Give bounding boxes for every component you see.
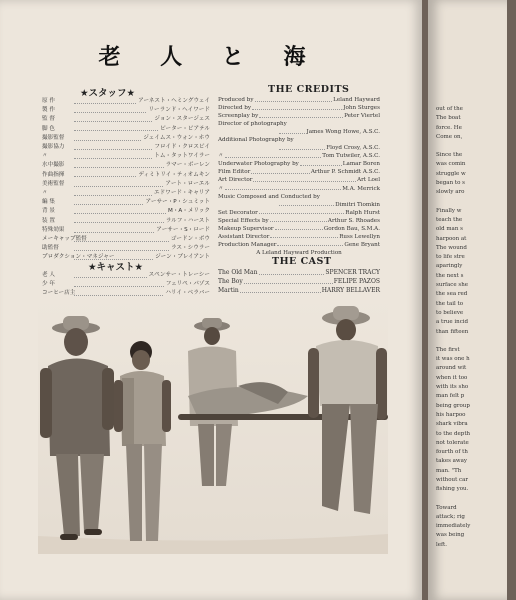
dot-leader	[253, 176, 356, 182]
dot-leader	[259, 209, 345, 215]
dot-leader	[74, 161, 164, 168]
credit-row	[42, 244, 210, 253]
credit-row	[218, 209, 380, 217]
credit-row	[218, 136, 380, 144]
text-line: Finally w	[436, 207, 462, 214]
dot-leader	[74, 235, 169, 242]
credit-role: 美術監督	[42, 180, 65, 187]
credit-role: 作曲指揮	[42, 171, 65, 178]
credit-role: 製 作	[42, 107, 55, 114]
credit-row	[218, 104, 380, 112]
credit-name: John Sturges	[343, 105, 380, 112]
dot-leader	[252, 104, 342, 110]
credit-row	[218, 185, 380, 193]
text-line: struggle w	[436, 170, 466, 177]
credit-name: Dimitri Tiomkin	[335, 201, 380, 208]
credit-row	[42, 189, 210, 198]
text-line: without car	[436, 476, 469, 483]
credit-row	[42, 97, 210, 106]
credit-name: M・A・メリック	[168, 208, 210, 215]
credit-name: ジェイムス・ウォン・ホウ	[143, 134, 210, 141]
credit-name: M.A. Merrick	[342, 185, 380, 192]
text-line: force. He	[436, 124, 462, 131]
credit-row	[42, 115, 210, 124]
credit-row	[218, 144, 380, 152]
text-line: with its sho	[436, 384, 469, 391]
dot-leader	[74, 143, 152, 150]
text-line: was comin	[436, 161, 466, 168]
text-line: Come on,	[436, 133, 463, 140]
text-line: old man s	[436, 226, 463, 233]
credit-role: 老 人	[42, 272, 55, 278]
dot-leader	[74, 125, 158, 132]
text-line: being group	[436, 402, 470, 409]
credit-role: 〃	[42, 153, 48, 160]
credit-row	[42, 152, 210, 161]
credit-row	[42, 134, 210, 143]
staff-list-jp	[42, 97, 210, 263]
paragraph-gap	[436, 198, 516, 207]
credit-role: 〃	[42, 190, 48, 197]
credit-name: ラマー・ボーレン	[165, 162, 210, 169]
text-line: slowly aro	[436, 189, 465, 196]
dot-leader	[240, 286, 321, 293]
credit-row	[218, 286, 380, 295]
text-line: fishing you.	[436, 486, 469, 493]
dot-leader	[251, 168, 310, 174]
text-line: fourth of th	[436, 449, 468, 456]
credit-name: Russ Lewellyn	[339, 233, 380, 240]
text-line: to believe	[436, 309, 464, 316]
dot-leader	[259, 268, 325, 275]
credit-role: Set Decorator	[218, 209, 258, 216]
dot-leader	[279, 128, 305, 134]
credit-row	[218, 268, 380, 277]
credit-role: Director of photography	[218, 121, 287, 128]
credit-row	[218, 96, 380, 104]
credit-row	[218, 120, 380, 128]
dot-leader	[74, 244, 169, 251]
credit-name: Gene Bryant	[344, 241, 380, 248]
credit-name: Leland Hayward	[333, 97, 380, 103]
text-line: his harpoo	[436, 411, 466, 418]
text-line: Since the	[436, 152, 463, 159]
text-line: a true incid	[436, 319, 469, 326]
dot-leader	[300, 160, 342, 166]
dot-leader	[259, 112, 343, 118]
credit-role: Production Manager	[218, 241, 277, 248]
credit-row	[218, 176, 380, 184]
paragraph-gap	[436, 495, 516, 504]
credit-name: Art Loel	[357, 177, 380, 184]
credit-role: Film Editor	[218, 169, 251, 176]
text-line: surface she	[436, 282, 469, 289]
cast-heading-jp: ★キャスト★	[88, 262, 144, 273]
cast-list-jp	[42, 271, 210, 299]
credit-role: Additional Photography by	[218, 137, 294, 144]
credit-role: 監 督	[42, 116, 55, 123]
credit-row	[42, 106, 210, 115]
dot-leader	[74, 280, 164, 287]
credit-role: メーキャップ監督	[42, 236, 87, 243]
dot-leader	[255, 96, 333, 102]
credit-role: 装 置	[42, 217, 55, 224]
dot-leader	[74, 115, 152, 122]
credit-name: Ralph Hurst	[345, 209, 380, 216]
right-page	[428, 0, 507, 600]
credit-row	[42, 217, 210, 226]
credit-role: The Boy	[218, 278, 243, 285]
credit-row	[218, 277, 380, 286]
credit-role: Makeup Supervisor	[218, 225, 274, 232]
text-line: was being	[436, 532, 465, 539]
credit-name: James Wong Howe, A.S.C.	[306, 129, 380, 136]
credit-role: Martin	[218, 287, 239, 294]
credit-name: Arthur S. Rhoades	[327, 217, 380, 224]
credit-role: Assistant Director	[218, 233, 270, 240]
cast-heading-en: THE CAST	[272, 256, 332, 267]
credit-role: Directed by	[218, 105, 252, 112]
dot-leader	[279, 201, 334, 207]
dot-leader	[74, 217, 164, 224]
credit-role: Underwater Photography by	[218, 161, 299, 168]
credit-name: ラス・シウラー	[171, 245, 210, 252]
credit-name: エドワード・キャリア	[154, 190, 210, 197]
text-line: the sea red	[436, 291, 468, 298]
text-line: to life stre	[436, 254, 465, 261]
credit-name: フロイド・クロスビイ	[154, 144, 210, 151]
credit-role: 少 年	[42, 281, 55, 288]
credit-name: Peter Viertel	[344, 113, 380, 120]
credit-role: 〃	[218, 185, 224, 192]
text-line: man. "Th	[436, 467, 462, 474]
text-line: man felt p	[436, 393, 465, 400]
text-line: The boat	[436, 115, 461, 122]
text-line: teach the	[436, 216, 463, 223]
text-line: shark vibra	[436, 421, 468, 428]
text-line: harpoon at	[436, 235, 467, 242]
credit-name: Tom Tutwiler, A.S.C.	[322, 153, 380, 160]
dot-leader	[74, 171, 136, 178]
credit-row	[42, 171, 210, 180]
text-line: attack; rig	[436, 513, 465, 520]
credit-row	[218, 241, 380, 249]
credit-role: 撮影協力	[42, 144, 65, 151]
credit-name: アーネスト・ヘミングウェイ	[138, 98, 210, 104]
credit-name: ハリイ・ベラバー	[165, 290, 210, 297]
credit-name: FELIPE PAZOS	[333, 278, 380, 285]
credit-name: ジーン・ブレイアント	[155, 254, 210, 261]
text-line: The first	[436, 346, 460, 353]
text-line: aparingly	[436, 263, 463, 270]
credits-heading: THE CREDITS	[268, 84, 350, 95]
text-line: not tolerate	[436, 439, 469, 446]
dot-leader	[74, 271, 147, 278]
credit-role: Music Composed and Conducted by	[218, 193, 320, 200]
credit-role: Art Director	[218, 177, 253, 184]
dot-leader	[74, 180, 163, 187]
dot-leader	[225, 185, 342, 191]
text-line: The wound	[436, 244, 467, 251]
dot-leader	[270, 217, 327, 223]
credit-name: アーサー・P・シュミット	[145, 199, 210, 206]
credit-row	[42, 280, 210, 289]
text-line: left.	[436, 541, 448, 548]
staff-heading: ★スタッフ★	[80, 88, 136, 99]
credit-role: 水中撮影	[42, 162, 65, 169]
paragraph-gap	[436, 142, 516, 151]
credit-role: Special Effects by	[218, 217, 269, 224]
credit-name: ジョン・スタージェス	[154, 116, 210, 123]
credit-role: 編 集	[42, 199, 55, 206]
credit-row	[42, 125, 210, 134]
cast-list-en	[218, 268, 380, 295]
credit-name: Gordon Bau, S.M.A.	[323, 225, 380, 232]
paragraph-gap	[436, 337, 516, 346]
text-line: to the depth	[436, 430, 471, 437]
credit-name: Lamar Boren	[342, 161, 380, 168]
credit-name: トム・タットワイラー	[154, 153, 210, 160]
credit-name: A Leland Hayward Production	[256, 249, 342, 256]
dot-leader	[74, 207, 166, 214]
credit-role: Produced by	[218, 97, 254, 103]
credit-role: プロダクション・マネジャー	[42, 254, 115, 261]
credit-role: 原 作	[42, 98, 55, 104]
dot-leader	[275, 225, 323, 231]
text-line: takes away	[436, 458, 468, 465]
page-title: 老 人 と 海	[98, 45, 322, 70]
credit-row	[218, 112, 380, 120]
credit-row	[218, 201, 380, 209]
credit-row	[42, 271, 210, 280]
credit-name: スペンサー・トレーシー	[148, 272, 210, 278]
credit-name: ラルフ・ハースト	[165, 217, 210, 224]
credit-role: 背 景	[42, 208, 55, 215]
credit-role: The Old Man	[218, 269, 258, 276]
credit-name: Floyd Crosy, A.S.C.	[326, 145, 380, 152]
credit-name: ゴードン・ボウ	[170, 236, 210, 243]
credit-row	[218, 217, 380, 225]
credit-name: アーサー・S・ロード	[156, 226, 210, 233]
credit-row	[218, 128, 380, 136]
credit-role: 特殊効果	[42, 226, 65, 233]
dot-leader	[74, 226, 154, 233]
dot-leader	[270, 233, 338, 239]
dot-leader	[244, 277, 333, 284]
credit-row	[42, 235, 210, 244]
credit-row	[218, 152, 380, 160]
dot-leader	[74, 106, 146, 113]
dot-leader	[74, 97, 136, 104]
text-line: it was one h	[436, 356, 470, 363]
text-line: immediately	[436, 523, 471, 530]
credit-role: 助監督	[42, 245, 59, 252]
credit-name: HARRY BELLAVER	[321, 287, 380, 294]
text-line: out of the	[436, 106, 463, 112]
credit-name: ピーター・ビアテル	[160, 125, 210, 132]
text-line: around wit	[436, 365, 467, 372]
credit-row	[42, 143, 210, 152]
credit-row	[42, 180, 210, 189]
text-line: than fifteen	[436, 328, 469, 335]
film-still-photo	[38, 296, 388, 554]
text-line: the next s	[436, 272, 464, 279]
dot-leader	[74, 152, 152, 159]
credit-row	[42, 161, 210, 170]
text-line: when it too	[436, 374, 468, 381]
credit-name: フェリペ・パゾス	[165, 281, 210, 288]
credits-list-en	[218, 96, 380, 257]
credit-role: 〃	[218, 153, 224, 160]
credit-row	[218, 225, 380, 233]
text-line: began to s	[436, 180, 465, 187]
credit-role: Screenplay by	[218, 113, 259, 120]
credit-name: SPENCER TRACY	[325, 269, 380, 276]
credit-row	[42, 198, 210, 207]
dot-leader	[74, 198, 143, 205]
credit-row	[218, 233, 380, 241]
credit-name: リーランド・ヘイワード	[148, 107, 210, 114]
credit-role: 脚 色	[42, 125, 55, 132]
dot-leader	[279, 144, 325, 150]
dot-leader	[225, 152, 322, 158]
credit-row	[218, 168, 380, 176]
credit-row	[218, 160, 380, 168]
credit-row	[42, 207, 210, 216]
right-page-text	[436, 105, 516, 550]
dot-leader	[277, 241, 343, 247]
text-line: Toward	[436, 504, 457, 511]
credit-role: 撮影監督	[42, 134, 65, 141]
credit-name: アート・ローエル	[165, 180, 210, 187]
dot-leader	[74, 134, 141, 141]
credit-role: コーヒー店主	[42, 290, 76, 297]
credit-name: ディミトリイ・ティオムキン	[138, 171, 210, 178]
text-line: the tail to	[436, 300, 464, 307]
credit-name: Arthur P. Schmidt A.S.C.	[310, 169, 380, 176]
dot-leader	[74, 189, 152, 196]
credit-row	[42, 226, 210, 235]
credit-row	[218, 193, 380, 201]
